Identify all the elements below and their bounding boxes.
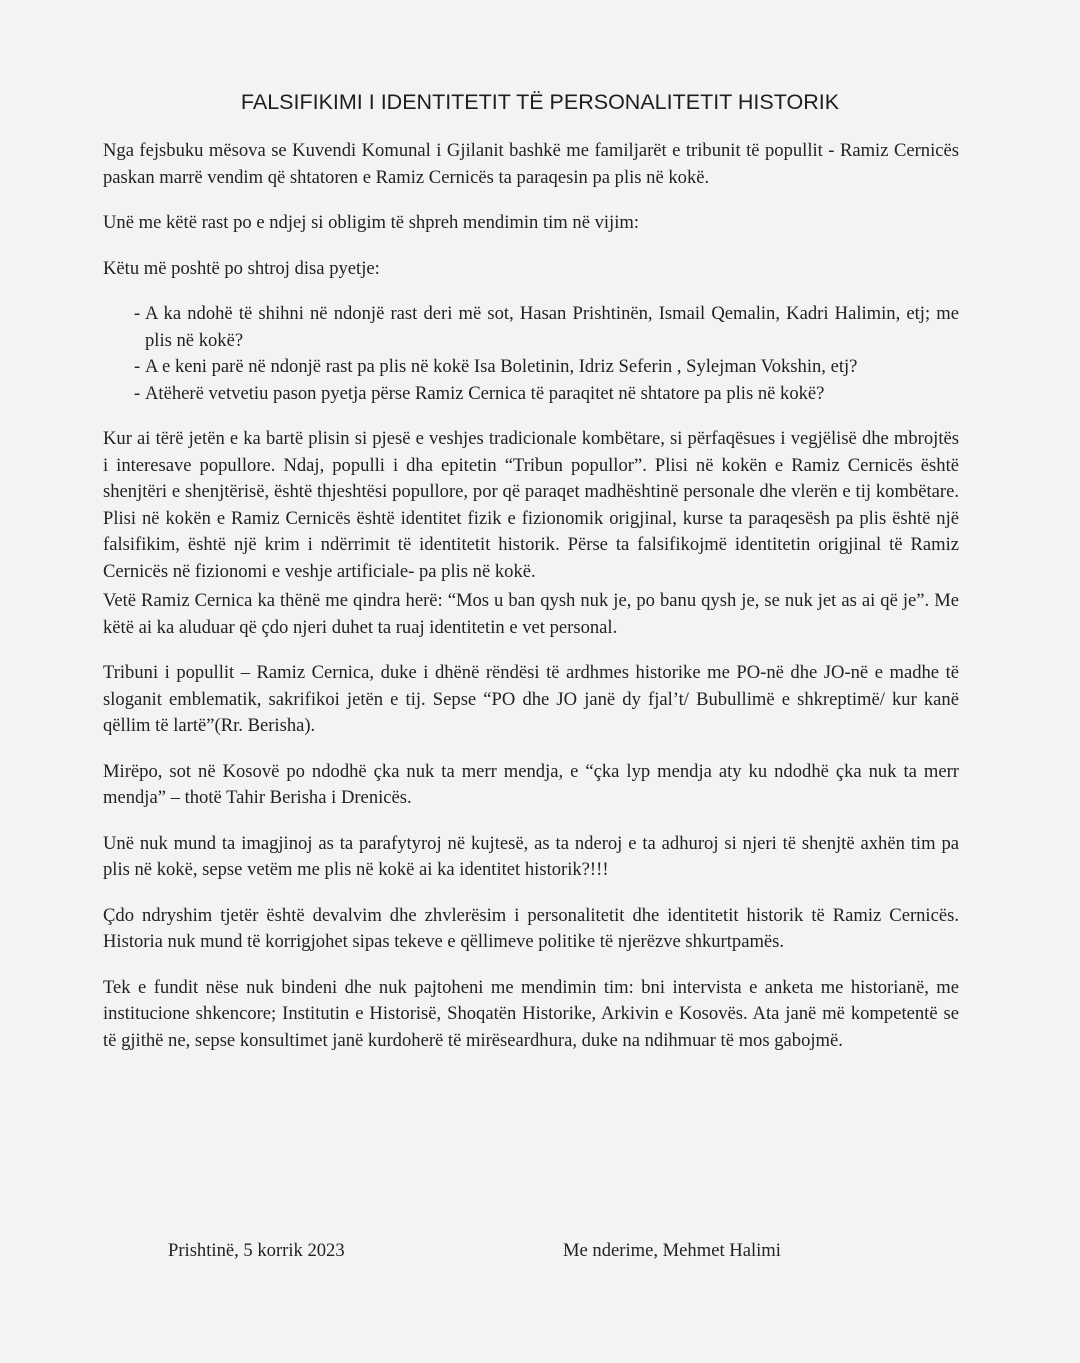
- bullet-dash: -: [134, 356, 141, 377]
- question-text: Atëherë vetvetiu pason pyetja përse Ramiz Cernica të paraqitet në shtatore pa plis në kokë?: [145, 382, 825, 404]
- questions-list: [103, 301, 959, 407]
- intro-paragraph: Nga fejsbuku mësova se Kuvendi Komunal i Gjilanit bashkë me familjarët e tribunit të popullit - Ramiz Cernicës paskan marrë vendim që shtatoren e Ramiz Cernicës ta paraqesin pa plis në kokë.: [103, 140, 959, 188]
- paragraph-plis-identity: Kur ai tërë jetën e ka bartë plisin si pjesë e veshjes tradicionale kombëtare, si përfaqësues i vegjëlisë dhe mbrojtës i interesave popullore. Ndaj, populli i dha epitetin “Tribun popullor”. Plisi në kokën e Ramiz Cernicës është shenjtëri e shenjtërisë, është thjeshtësi popullore, por që paraqet madhështinë personale dhe vlerën e tij kombëtare. Plisi në kokën e Ramiz Cernicës është identitet fizik e fizionomik origjinal, kurse ta paraqesësh pa plis është një falsifikim, është një krim i ndërrimit të identitetit historik. Përse ta falsifikojmë identitetin origjinal të Ramiz Cernicës në fizionomi e veshje artificiale- pa plis në kokë.: [103, 428, 959, 582]
- document-body: [103, 138, 959, 1054]
- place-date: Prishtinë, 5 korrik 2023: [168, 1240, 345, 1261]
- paragraph-quote: Vetë Ramiz Cernica ka thënë me qindra herë: “Mos u ban qysh nuk je, po banu qysh je, se nuk jet as ai që je”. Me këtë ai ka aluduar që çdo njeri duhet ta ruaj identitetin e vet personal.: [103, 590, 959, 638]
- obligation-paragraph: Unë me këtë rast po e ndjej si obligim të shpreh mendimin tim në vijim:: [103, 212, 640, 233]
- question-text: A ka ndohë të shihni në ndonjë rast deri më sot, Hasan Prishtinën, Ismail Qemalin, Kadri Halimin, etj; me plis në kokë?: [145, 303, 959, 351]
- document-title: FALSIFIKIMI I IDENTITETIT TË PERSONALITETIT HISTORIK: [240, 90, 840, 114]
- list-item: [103, 301, 959, 354]
- paragraph-devaluation: Çdo ndryshim tjetër është devalvim dhe zhvlerësim i personalitetit dhe identitetit historik të Ramiz Cernicës. Historia nuk mund të korrigjohet sipas tekeve e qëllimeve politike të njerëzve shkurtpamës.: [103, 904, 959, 952]
- question-text: A e keni parë në ndonjë rast pa plis në kokë Isa Boletinin, Idriz Seferin , Sylejman Vokshin, etj?: [145, 356, 858, 377]
- paragraph-conclusion: Tek e fundit nëse nuk bindeni dhe nuk pajtoheni me mendimin tim: bni intervista e anketa me historianë, me institucione shkencore; Institutin e Historisë, Shoqatën Historike, Arkivin e Kosovës. Ata janë më kompetentë se të gjithë ne, sepse konsultimet janë kurdoherë të mirëseardhura, duke na ndihmuar të mos gabojmë.: [103, 976, 959, 1051]
- bullet-dash: -: [134, 303, 141, 324]
- questions-intro: Këtu më poshtë po shtroj disa pyetje:: [103, 257, 380, 279]
- paragraph-kosovo: Mirëpo, sot në Kosovë po ndodhë çka nuk ta merr mendja, e “çka lyp mendja aty ku ndodhë çka nuk ta merr mendja” – thotë Tahir Berisha i Drenicës.: [103, 760, 959, 808]
- signature: Me nderime, Mehmet Halimi: [563, 1240, 781, 1261]
- list-item: [103, 381, 959, 408]
- list-item: [103, 354, 959, 381]
- paragraph-tribune: Tribuni i popullit – Ramiz Cernica, duke i dhënë rëndësi të ardhmes historike me PO-në dhe JO-në e madhe të sloganit emblematik, sakrifikoi jetën e tij. Sepse “PO dhe JO janë dy fjal’t/ Bubullimë e shkreptimë/ kur kanë qëllim të lartë”(Rr. Berisha).: [103, 662, 959, 736]
- paragraph-imagine: Unë nuk mund ta imagjinoj as ta parafytyroj në kujtesë, as ta nderoj e ta adhuroj si njeri të shenjtë axhën tim pa plis në kokë, sepse vetëm me plis në kokë ai ka identitet historik?!!!: [103, 832, 959, 880]
- bullet-dash: -: [134, 382, 141, 404]
